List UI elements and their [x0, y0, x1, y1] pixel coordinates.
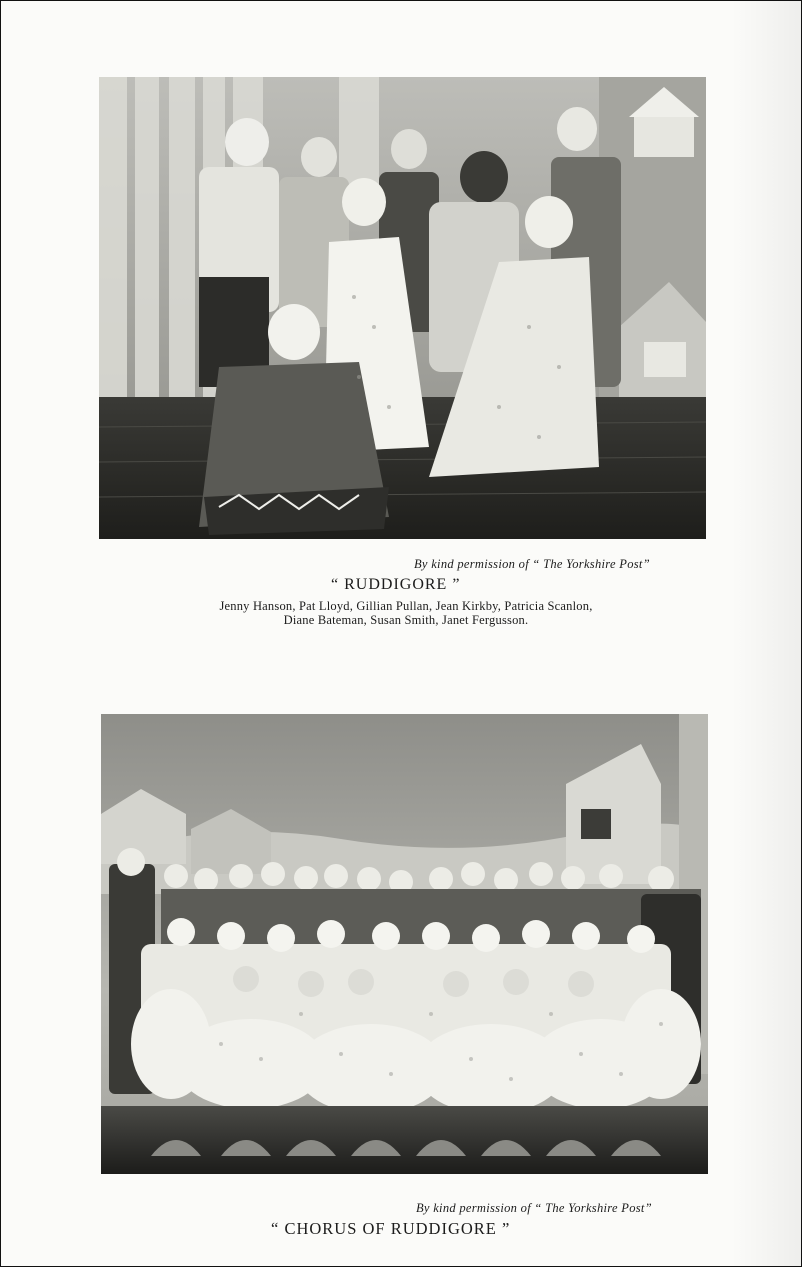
stage-scene-photo: [99, 77, 706, 539]
photo-title: “ CHORUS OF RUDDIGORE ”: [271, 1219, 511, 1238]
photo-credit: By kind permission of “ The Yorkshire Post”: [414, 557, 650, 571]
cast-line: Diane Bateman, Susan Smith, Janet Fergusson.: [283, 613, 529, 627]
cast-line: Jenny Hanson, Pat Lloyd, Gillian Pullan, Jean Kirkby, Patricia Scanlon,: [219, 599, 593, 613]
photo-credit: By kind permission of “ The Yorkshire Post”: [416, 1201, 652, 1215]
chorus-group-photo: [101, 714, 708, 1174]
photo-title: “ RUDDIGORE ”: [331, 576, 461, 593]
